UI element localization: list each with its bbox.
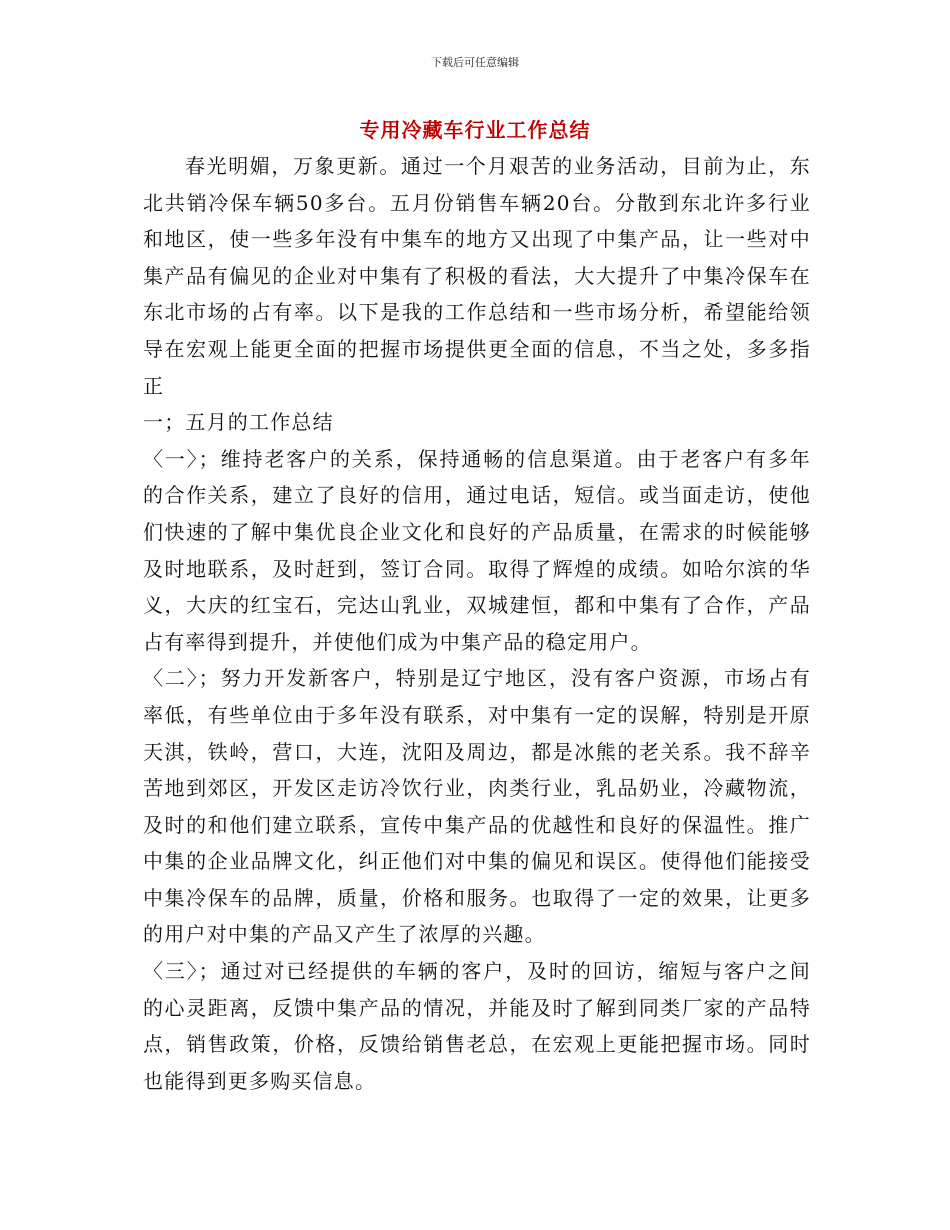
- header-note: 下载后可任意编辑: [431, 56, 519, 69]
- document-title: 专用冷藏车行业工作总结: [359, 118, 591, 142]
- paragraph-item-1: 〈一〉；维持老客户的关系，保持通畅的信息渠道。由于老客户有多年的合作关系，建立了良好的信用，通过电话，短信。或当面走访，使他们快速的了解中集优良企业文化和良好的产品质量，在需求的时候能够及时地联系，及时赶到，签订合同。取得了辉煌的成绩。如哈尔滨的华义，大庆的红宝石，完达山乳业，双城建恒，都和中集有了合作，产品占有率得到提升，并使他们成为中集产品的稳定用户。: [143, 446, 811, 654]
- paragraph-item-3: 〈三〉；通过对已经提供的车辆的客户，及时的回访，缩短与客户之间的心灵距离，反馈中集产品的情况，并能及时了解到同类厂家的产品特点，销售政策，价格，反馈给销售老总，在宏观上更能把握市场。同时也能得到更多购买信息。: [143, 959, 811, 1093]
- intro-paragraph: 春光明媚，万象更新。通过一个月艰苦的业务活动，目前为止，东北共销冷保车辆50多台。五月份销售车辆20台。分散到东北许多行业和地区，使一些多年没有中集车的地方又出现了中集产品，让一些对中集产品有偏见的企业对中集有了积极的看法，大大提升了中集冷保车在东北市场的占有率。以下是我的工作总结和一些市场分析，希望能给领导在宏观上能更全面的把握市场提供更全面的信息，不当之处，多多指正: [143, 154, 811, 398]
- section-heading: 一；五月的工作总结: [143, 410, 334, 435]
- document-body: [143, 148, 811, 1099]
- paragraph-item-2: 〈二〉；努力开发新客户，特别是辽宁地区，没有客户资源，市场占有率低，有些单位由于多年没有联系，对中集有一定的误解，特别是开原天淇，铁岭，营口，大连，沈阳及周边，都是冰熊的老关系。我不辞辛苦地到郊区，开发区走访冷饮行业，肉类行业，乳品奶业，冷藏物流，及时的和他们建立联系，宣传中集产品的优越性和良好的保温性。推广中集的企业品牌文化，纠正他们对中集的偏见和误区。使得他们能接受中集冷保车的品牌，质量，价格和服务。也取得了一定的效果，让更多的用户对中集的产品又产生了浓厚的兴趣。: [143, 666, 811, 947]
